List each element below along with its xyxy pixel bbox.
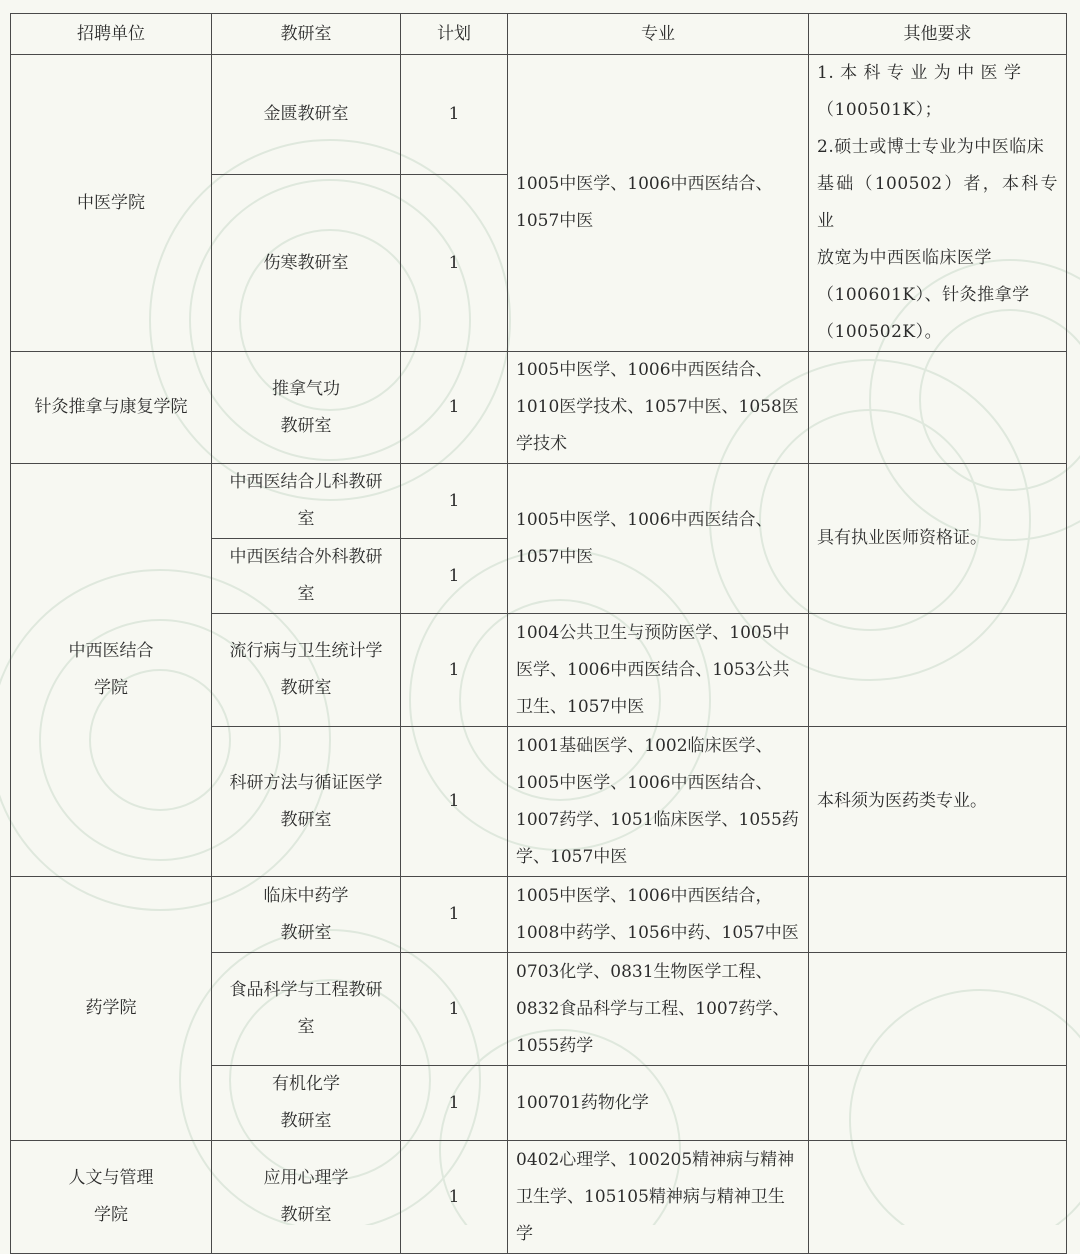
office-cell: 有机化学 教研室 (212, 1066, 401, 1141)
unit-cell: 中西医结合 学院 (11, 464, 212, 877)
plan-cell: 1 (401, 55, 508, 175)
requirement-cell (809, 953, 1067, 1066)
table-row (11, 352, 1067, 464)
header-requirements: 其他要求 (809, 14, 1067, 55)
office-cell: 中西医结合儿科教研 室 (212, 464, 401, 539)
requirement-cell (809, 877, 1067, 953)
plan-cell: 1 (401, 539, 508, 614)
table-row (11, 55, 1067, 175)
table-row (11, 464, 1067, 539)
plan-cell: 1 (401, 953, 508, 1066)
major-cell: 100701药物化学 (508, 1066, 809, 1141)
office-cell: 中西医结合外科教研 室 (212, 539, 401, 614)
major-cell: 0703化学、0831生物医学工程、 0832食品科学与工程、1007药学、 1055药学 (508, 953, 809, 1066)
table-row (11, 877, 1067, 953)
unit-cell: 中医学院 (11, 55, 212, 352)
major-cell: 1005中医学、1006中西医结合、 1057中医 (508, 55, 809, 352)
header-plan: 计划 (401, 14, 508, 55)
major-cell: 1005中医学、1006中西医结合、 1010医学技术、1057中医、1058医 学技术 (508, 352, 809, 464)
plan-cell: 1 (401, 877, 508, 953)
header-office: 教研室 (212, 14, 401, 55)
office-cell: 应用心理学 教研室 (212, 1141, 401, 1254)
requirement-cell (809, 1066, 1067, 1141)
major-cell: 1005中医学、1006中西医结合、 1057中医 (508, 464, 809, 614)
requirement-cell: 本科须为医药类专业。 (809, 727, 1067, 877)
plan-cell: 1 (401, 464, 508, 539)
requirement-cell: 具有执业医师资格证。 (809, 464, 1067, 614)
plan-cell: 1 (401, 1141, 508, 1254)
requirement-cell: 1. 本 科 专 业 为 中 医 学 （100501K）； 2.硕士或博士专业为中医临床 基础（100502）者，本科专业 放宽为中西医临床医学 （100601K）、针灸推拿学 （100502K）。 (809, 55, 1067, 352)
office-cell: 金匮教研室 (212, 55, 401, 175)
plan-cell: 1 (401, 727, 508, 877)
requirement-cell (809, 352, 1067, 464)
unit-cell: 针灸推拿与康复学院 (11, 352, 212, 464)
major-cell: 1001基础医学、1002临床医学、 1005中医学、1006中西医结合、 1007药学、1051临床医学、1055药 学、1057中医 (508, 727, 809, 877)
office-cell: 科研方法与循证医学 教研室 (212, 727, 401, 877)
plan-cell: 1 (401, 175, 508, 352)
header-unit: 招聘单位 (11, 14, 212, 55)
table-header-row (11, 14, 1067, 55)
requirement-cell (809, 1141, 1067, 1254)
major-cell: 0402心理学、100205精神病与精神 卫生学、105105精神病与精神卫生 学 (508, 1141, 809, 1254)
requirement-cell (809, 614, 1067, 727)
header-major: 专业 (508, 14, 809, 55)
major-cell: 1005中医学、1006中西医结合， 1008中药学、1056中药、1057中医 (508, 877, 809, 953)
office-cell: 临床中药学 教研室 (212, 877, 401, 953)
office-cell: 伤寒教研室 (212, 175, 401, 352)
office-cell: 食品科学与工程教研 室 (212, 953, 401, 1066)
office-cell: 推拿气功 教研室 (212, 352, 401, 464)
office-cell: 流行病与卫生统计学 教研室 (212, 614, 401, 727)
plan-cell: 1 (401, 614, 508, 727)
major-cell: 1004公共卫生与预防医学、1005中 医学、1006中西医结合、1053公共 卫生、1057中医 (508, 614, 809, 727)
recruitment-table (10, 13, 1067, 1254)
plan-cell: 1 (401, 1066, 508, 1141)
unit-cell: 人文与管理 学院 (11, 1141, 212, 1254)
plan-cell: 1 (401, 352, 508, 464)
table-row (11, 1141, 1067, 1254)
unit-cell: 药学院 (11, 877, 212, 1141)
